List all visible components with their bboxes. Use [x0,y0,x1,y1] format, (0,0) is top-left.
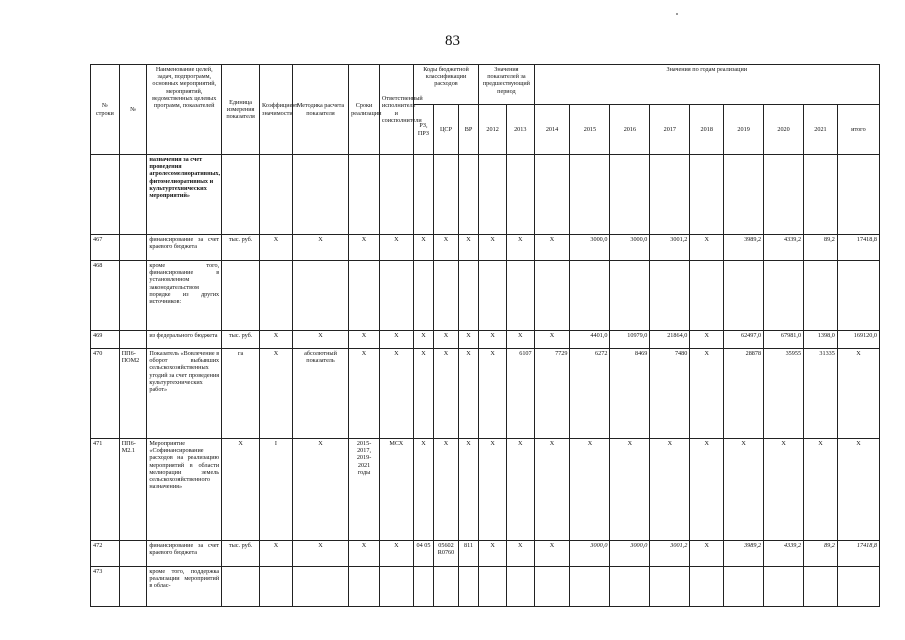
row-name: Показатель «Вовлечение в оборот выбывших сельскохозяйственных угодий за счет проведения культуртехнических работ» [147,349,222,439]
header-2019: 2019 [724,105,764,155]
row-name: кроме того, финансирование в установленном законодательством порядке из других источников: [147,261,222,331]
header-2015: 2015 [570,105,610,155]
row-name: финансирование за счет краевого бюджета [147,541,222,567]
table-row: 469 из федерального бюджета тыс. руб. X X X X X X X X X X 4401,0 10979,0 21864,0 X 62497,0 67981,0 1398,0 169120,0 [91,331,880,349]
table-row [91,155,880,235]
vr-code: 811 [458,541,478,567]
row-number: 471 [91,439,120,541]
header-name: Наименование целей, задач, подпрограмм, основных мероприятий, мероприятий, ведомственных целевых программ, показателей [147,65,222,155]
table-row [91,261,880,331]
header-2018: 2018 [690,105,724,155]
header-2016: 2016 [610,105,650,155]
table-row [91,567,880,607]
header-coef: Коэффициент значимости [260,65,293,155]
scan-speck [676,13,678,15]
header-budget-codes: Коды бюджетной классификации расходов [413,65,479,105]
header-previous-period: Значения показателей за предшествующий период [479,65,534,105]
program-indicators-table [90,64,880,607]
table-row: 470 ПП6-ПОМ2 Показатель «Вовлечение в оборот выбывших сельскохозяйственных угодий за счет проведения культуртехнических работ» га X абсолютный показатель X X X X X X 6107 7729 6272 8469 7480 X 28878 35955 31335 X [91,349,880,439]
row-number: 469 [91,331,120,349]
row-name: кроме того, поддержка реализации мероприятий в облас- [147,567,222,607]
row-name: Мероприятие «Софинансирование расходов на реализацию мероприятий в области мелиорации земель сельскохозяйственного назначения» [147,439,222,541]
header-2012: 2012 [479,105,507,155]
table-row: 467 финансирование за счет краевого бюджета тыс. руб. X X X X X X X X X X 3000,0 3000,0 3001,2 X 3989,2 4339,2 89,2 17418,8 [91,235,880,261]
header-total: итого [837,105,879,155]
table-row: 471 ПП6-М2.1 Мероприятие «Софинансирование расходов на реализацию мероприятий в области мелиорации земель сельскохозяйственного назначения» X I X 2015-2017, 2019-2021 годы МСХ X X X X X X X X X X X X X X [91,439,880,541]
row-code: ПП6-ПОМ2 [119,349,147,439]
row-number: 472 [91,541,120,567]
row-number: 468 [91,261,120,331]
row-number: 473 [91,567,120,607]
header-row-no: № строки [91,65,120,155]
row-name: назначения за счет проведения агролесомелиоративных, фитомелиоративных и культуртехнических мероприятий» [147,155,222,235]
page-number: 83 [445,33,460,49]
header-rz: РЗ, ПРЗ [413,105,433,155]
header-unit: Единица измерения показателя [222,65,260,155]
row-code: ПП6-М2.1 [119,439,147,541]
row-number: 470 [91,349,120,439]
csr-code: 05602 R0760 [434,541,459,567]
header-terms: Сроки реализации [349,65,380,155]
header-vr: ВР [458,105,478,155]
header-method: Методика расчета показателя [292,65,348,155]
header-years: Значения по годам реализации [534,65,879,105]
header-2017: 2017 [650,105,690,155]
header-2013: 2013 [506,105,534,155]
rz-code: 04 05 [413,541,433,567]
header-executor: Ответственный исполнитель и соисполнители [379,65,413,155]
header-2014: 2014 [534,105,570,155]
header-no: № [119,65,147,155]
header-row-1 [91,65,880,105]
row-number: 467 [91,235,120,261]
row-name: из федерального бюджета [147,331,222,349]
row-name: финансирование за счет краевого бюджета [147,235,222,261]
table-row: 472 финансирование за счет краевого бюджета тыс. руб. X X X X 04 05 05602 R0760 811 X X X 3000,0 3000,0 3001,2 X 3989,2 4339,2 89,2 17418,8 [91,541,880,567]
header-csr: ЦСР [434,105,459,155]
header-2021: 2021 [804,105,838,155]
header-2020: 2020 [764,105,804,155]
